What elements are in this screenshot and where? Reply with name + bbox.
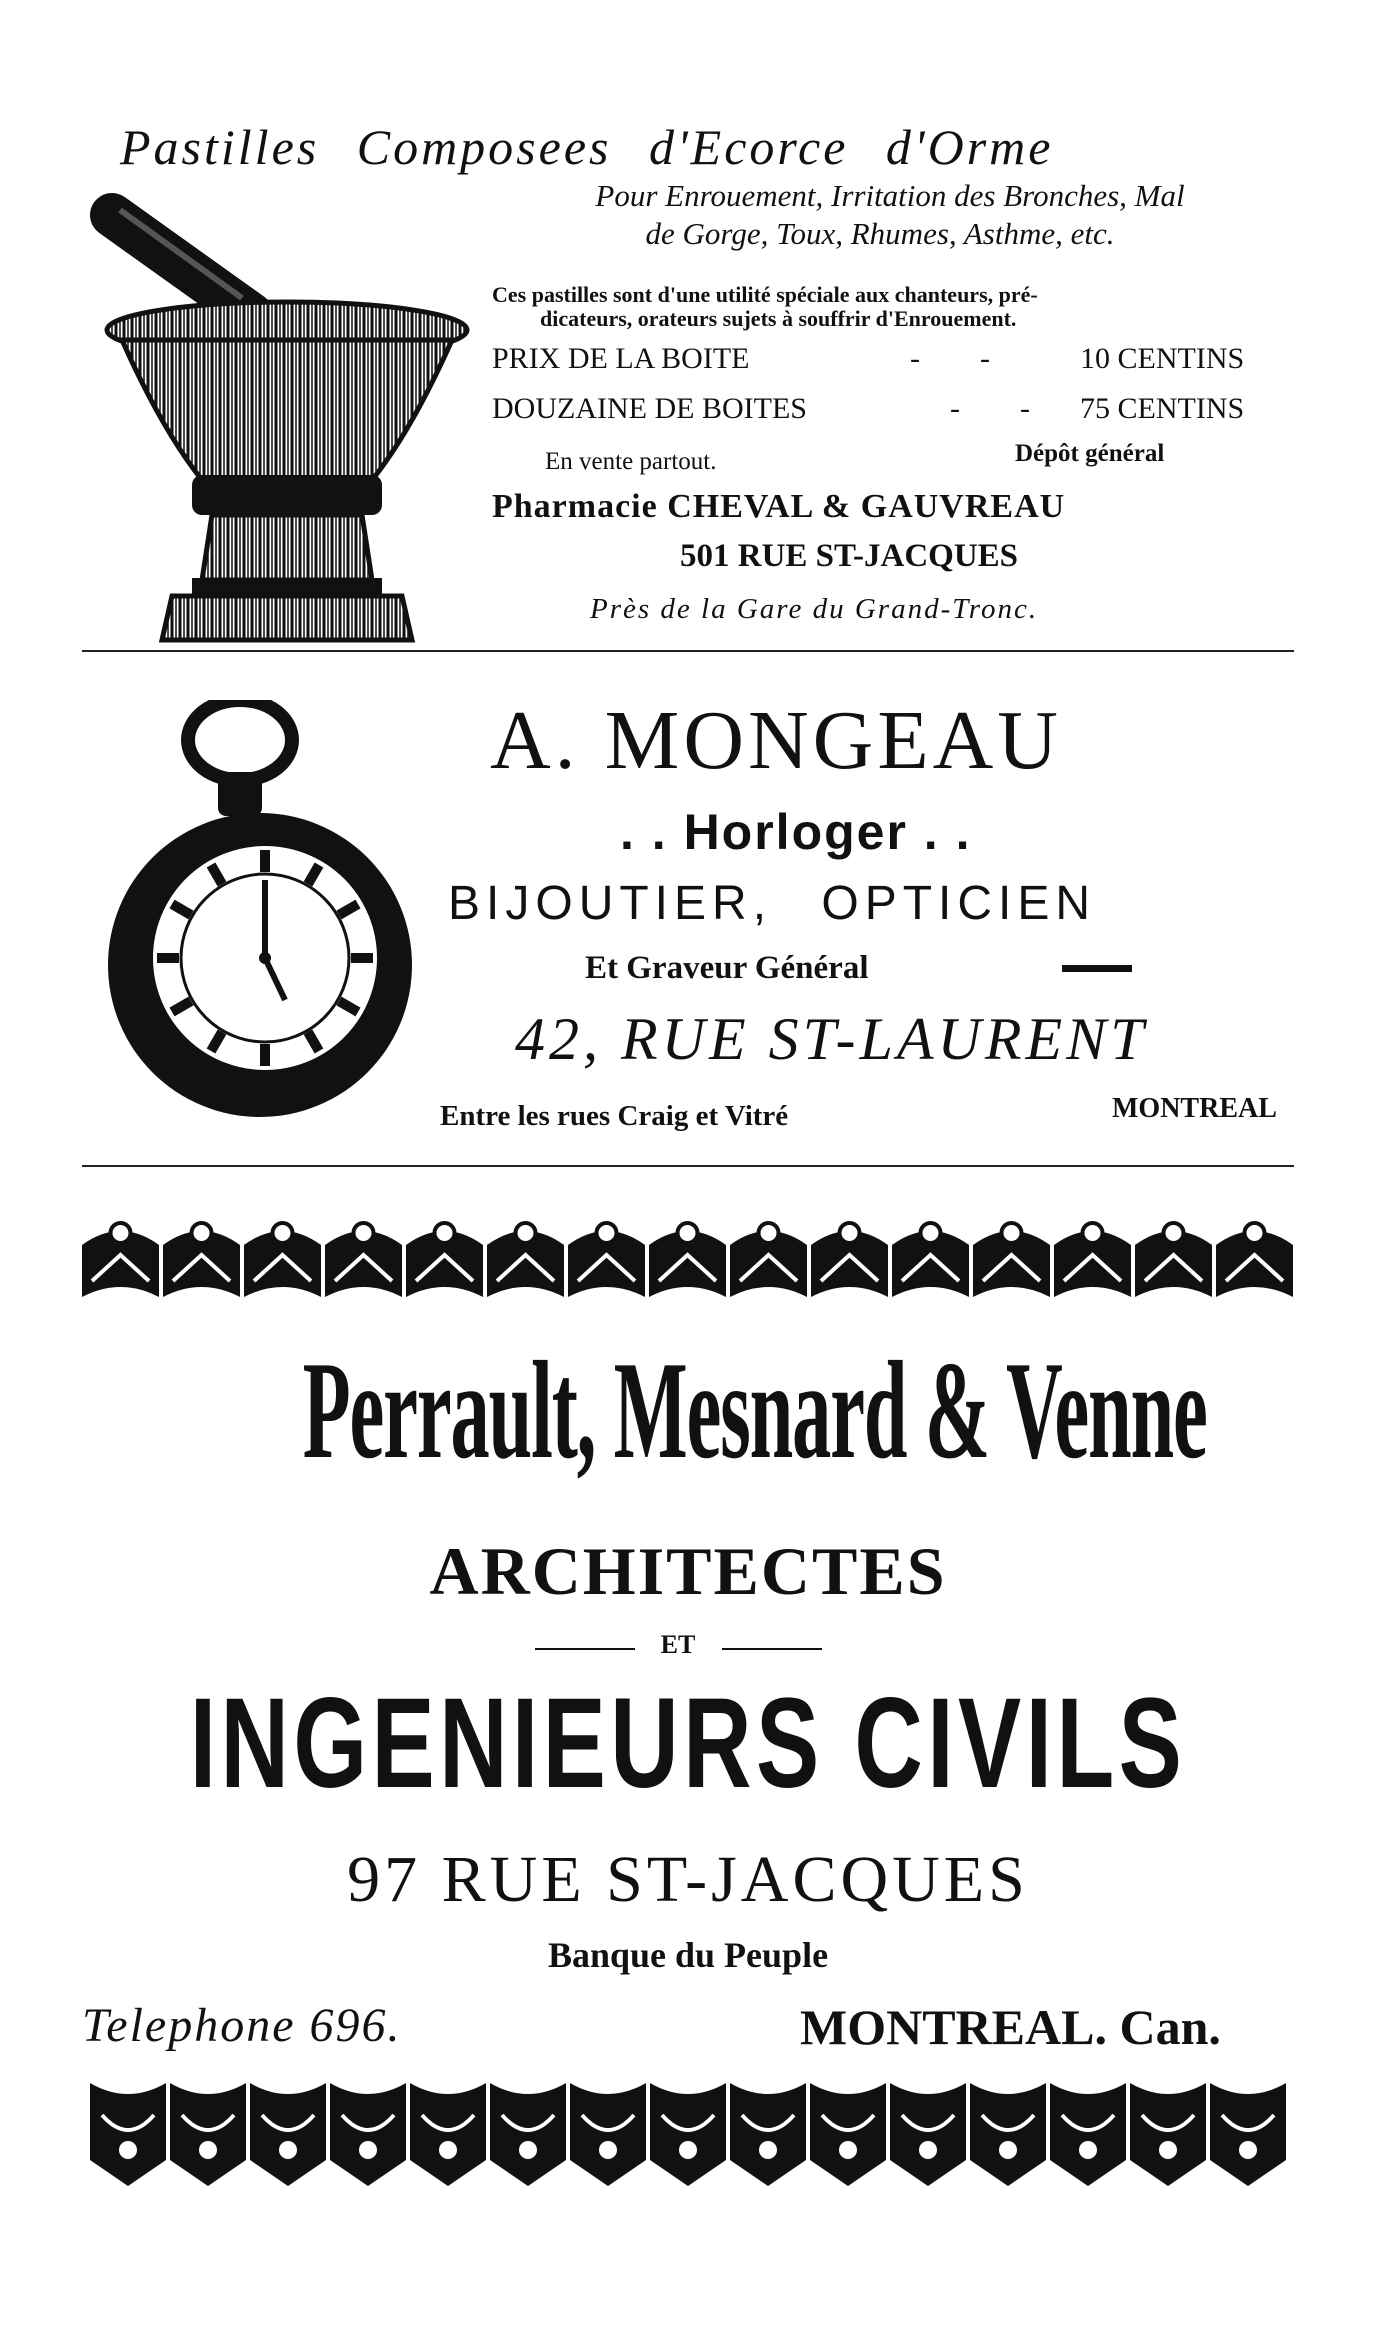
ad1-depot: Dépôt général <box>1015 440 1165 467</box>
ad1-subtitle-line1: Pour Enrouement, Irritation des Bronches, Mal <box>595 178 1185 213</box>
ad1-price1-dash: - - <box>910 342 990 375</box>
ad1-price1-value: 10 CENTINS <box>1080 342 1245 375</box>
ad1-title: Pastilles Composees d'Ecorce d'Orme <box>120 119 1054 175</box>
ad1-pharmacy: Pharmacie CHEVAL & GAUVREAU <box>492 488 1066 525</box>
ad3-bank: Banque du Peuple <box>547 1935 829 1975</box>
ad2-city: MONTREAL <box>1112 1093 1277 1124</box>
ad1-sale: En vente partout. <box>545 448 717 475</box>
divider-2 <box>82 1165 1294 1167</box>
ad1-price1-label: PRIX DE LA BOITE <box>492 342 750 375</box>
pocket-watch-icon <box>100 700 420 1140</box>
ad2-trade2: BIJOUTIER, OPTICIEN <box>448 877 1097 930</box>
ad3-line1: ARCHITECTES <box>429 1533 947 1609</box>
ad2-between: Entre les rues Craig et Vitré <box>440 1100 789 1132</box>
divider-1 <box>82 650 1294 652</box>
ad1-near: Près de la Gare du Grand-Tronc. <box>590 593 1039 625</box>
ad3-address: 97 RUE ST-JACQUES <box>347 1843 1029 1916</box>
ad1-address: 501 RUE ST-JACQUES <box>680 538 1019 574</box>
ad3-conj-rule-right <box>722 1648 822 1650</box>
ad3-phone: Telephone 696. <box>82 1999 402 2052</box>
mortar-and-pestle-icon <box>82 180 482 660</box>
decorative-border-icon <box>88 2075 1298 2190</box>
ad3-city: MONTREAL. Can. <box>800 1999 1221 2055</box>
ad1-subtitle-line2: de Gorge, Toux, Rhumes, Asthme, etc. <box>645 216 1115 251</box>
ad3-conj-rule-left <box>535 1648 635 1650</box>
ad2-trade3-dash <box>1062 965 1132 972</box>
ad1-note-line2: dicateurs, orateurs sujets à souffrir d'Enrouement. <box>540 306 1017 331</box>
ad1-price2-dash: - - <box>950 392 1030 425</box>
ad3-conj: ET <box>660 1630 696 1659</box>
decorative-border-icon <box>80 1215 1300 1305</box>
ad1-price2-label: DOUZAINE DE BOITES <box>492 392 807 425</box>
ad2-trade: . . Horloger . . <box>620 804 972 860</box>
ad2-trade3: Et Graveur Général <box>585 950 869 986</box>
ad1-price2-value: 75 CENTINS <box>1080 392 1245 425</box>
ad3-firm: Perrault, Mesnard & Venne <box>302 1333 1207 1488</box>
ad1-note-line1: Ces pastilles sont d'une utilité spéciale aux chanteurs, pré- <box>492 282 1038 307</box>
ad3-line2: INGENIEURS CIVILS <box>189 1672 1187 1815</box>
ad2-address: 42, RUE ST-LAURENT <box>515 1006 1148 1072</box>
ad2-name: A. MONGEAU <box>490 694 1062 787</box>
